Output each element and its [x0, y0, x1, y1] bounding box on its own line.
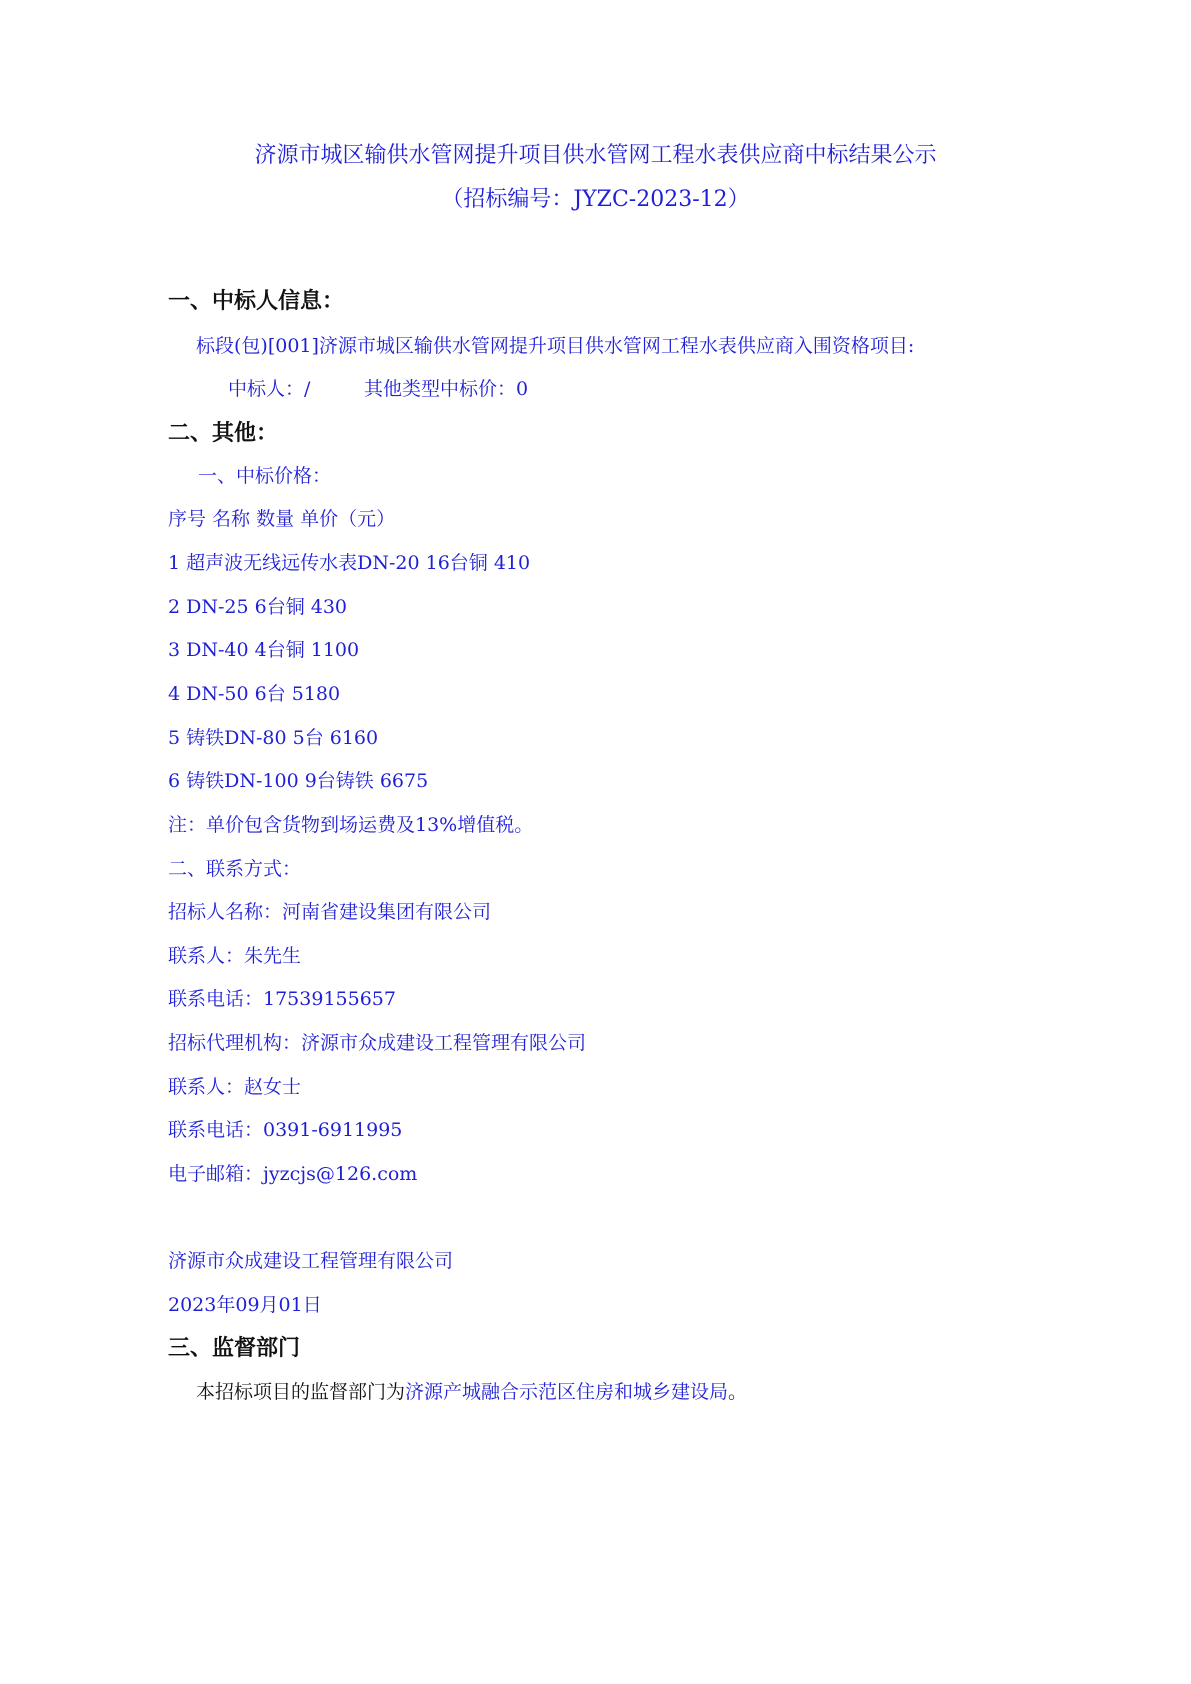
section1-heading: 一、中标人信息： [168, 289, 345, 314]
document-title: 济源市城区输供水管网提升项目供水管网工程水表供应商中标结果公示 [254, 143, 937, 168]
table-row: 6 铸铁DN-100 9台铸铁 6675 [168, 770, 429, 792]
agency-contact: 联系人：赵女士 [168, 1076, 302, 1098]
section2-heading: 二、其他： [168, 421, 279, 446]
supervision-suffix: 。 [728, 1381, 748, 1403]
bid-number: （招标编号：JYZC-2023-12） [441, 187, 750, 212]
agency-name: 招标代理机构：济源市众成建设工程管理有限公司 [168, 1032, 587, 1054]
supervision-text [196, 1380, 747, 1404]
signature-org: 济源市众成建设工程管理有限公司 [168, 1250, 454, 1272]
agency-phone: 联系电话：0391-6911995 [168, 1119, 403, 1141]
winner: 中标人：/ [228, 378, 311, 400]
table-row: 4 DN-50 6台 5180 [168, 683, 341, 705]
tenderer-phone: 联系电话：17539155657 [168, 988, 396, 1010]
contact-heading: 二、联系方式： [168, 858, 302, 880]
signature-date: 2023年09月01日 [168, 1294, 322, 1316]
agency-email: 电子邮箱：jyzcjs@126.com [168, 1163, 418, 1185]
tenderer-contact: 联系人：朱先生 [168, 945, 302, 967]
table-row: 1 超声波无线远传水表DN-20 16台铜 410 [168, 552, 531, 574]
lot-description: 标段(包)[001]济源市城区输供水管网提升项目供水管网工程水表供应商入围资格项目: [196, 335, 915, 357]
table-row: 3 DN-40 4台铜 1100 [168, 639, 360, 661]
tenderer-name: 招标人名称：河南省建设集团有限公司 [168, 901, 492, 923]
table-header: 序号 名称 数量 单价（元） [168, 508, 396, 530]
table-row: 5 铸铁DN-80 5台 6160 [168, 727, 379, 749]
price-heading: 一、中标价格： [198, 465, 332, 487]
table-row: 2 DN-25 6台铜 430 [168, 596, 348, 618]
supervision-org: 济源产城融合示范区住房和城乡建设局 [405, 1381, 729, 1403]
section3-heading: 三、监督部门 [168, 1336, 301, 1361]
other-price: 其他类型中标价：0 [364, 378, 529, 400]
supervision-prefix: 本招标项目的监督部门为 [196, 1381, 406, 1403]
price-note: 注：单价包含货物到场运费及13%增值税。 [168, 814, 534, 836]
